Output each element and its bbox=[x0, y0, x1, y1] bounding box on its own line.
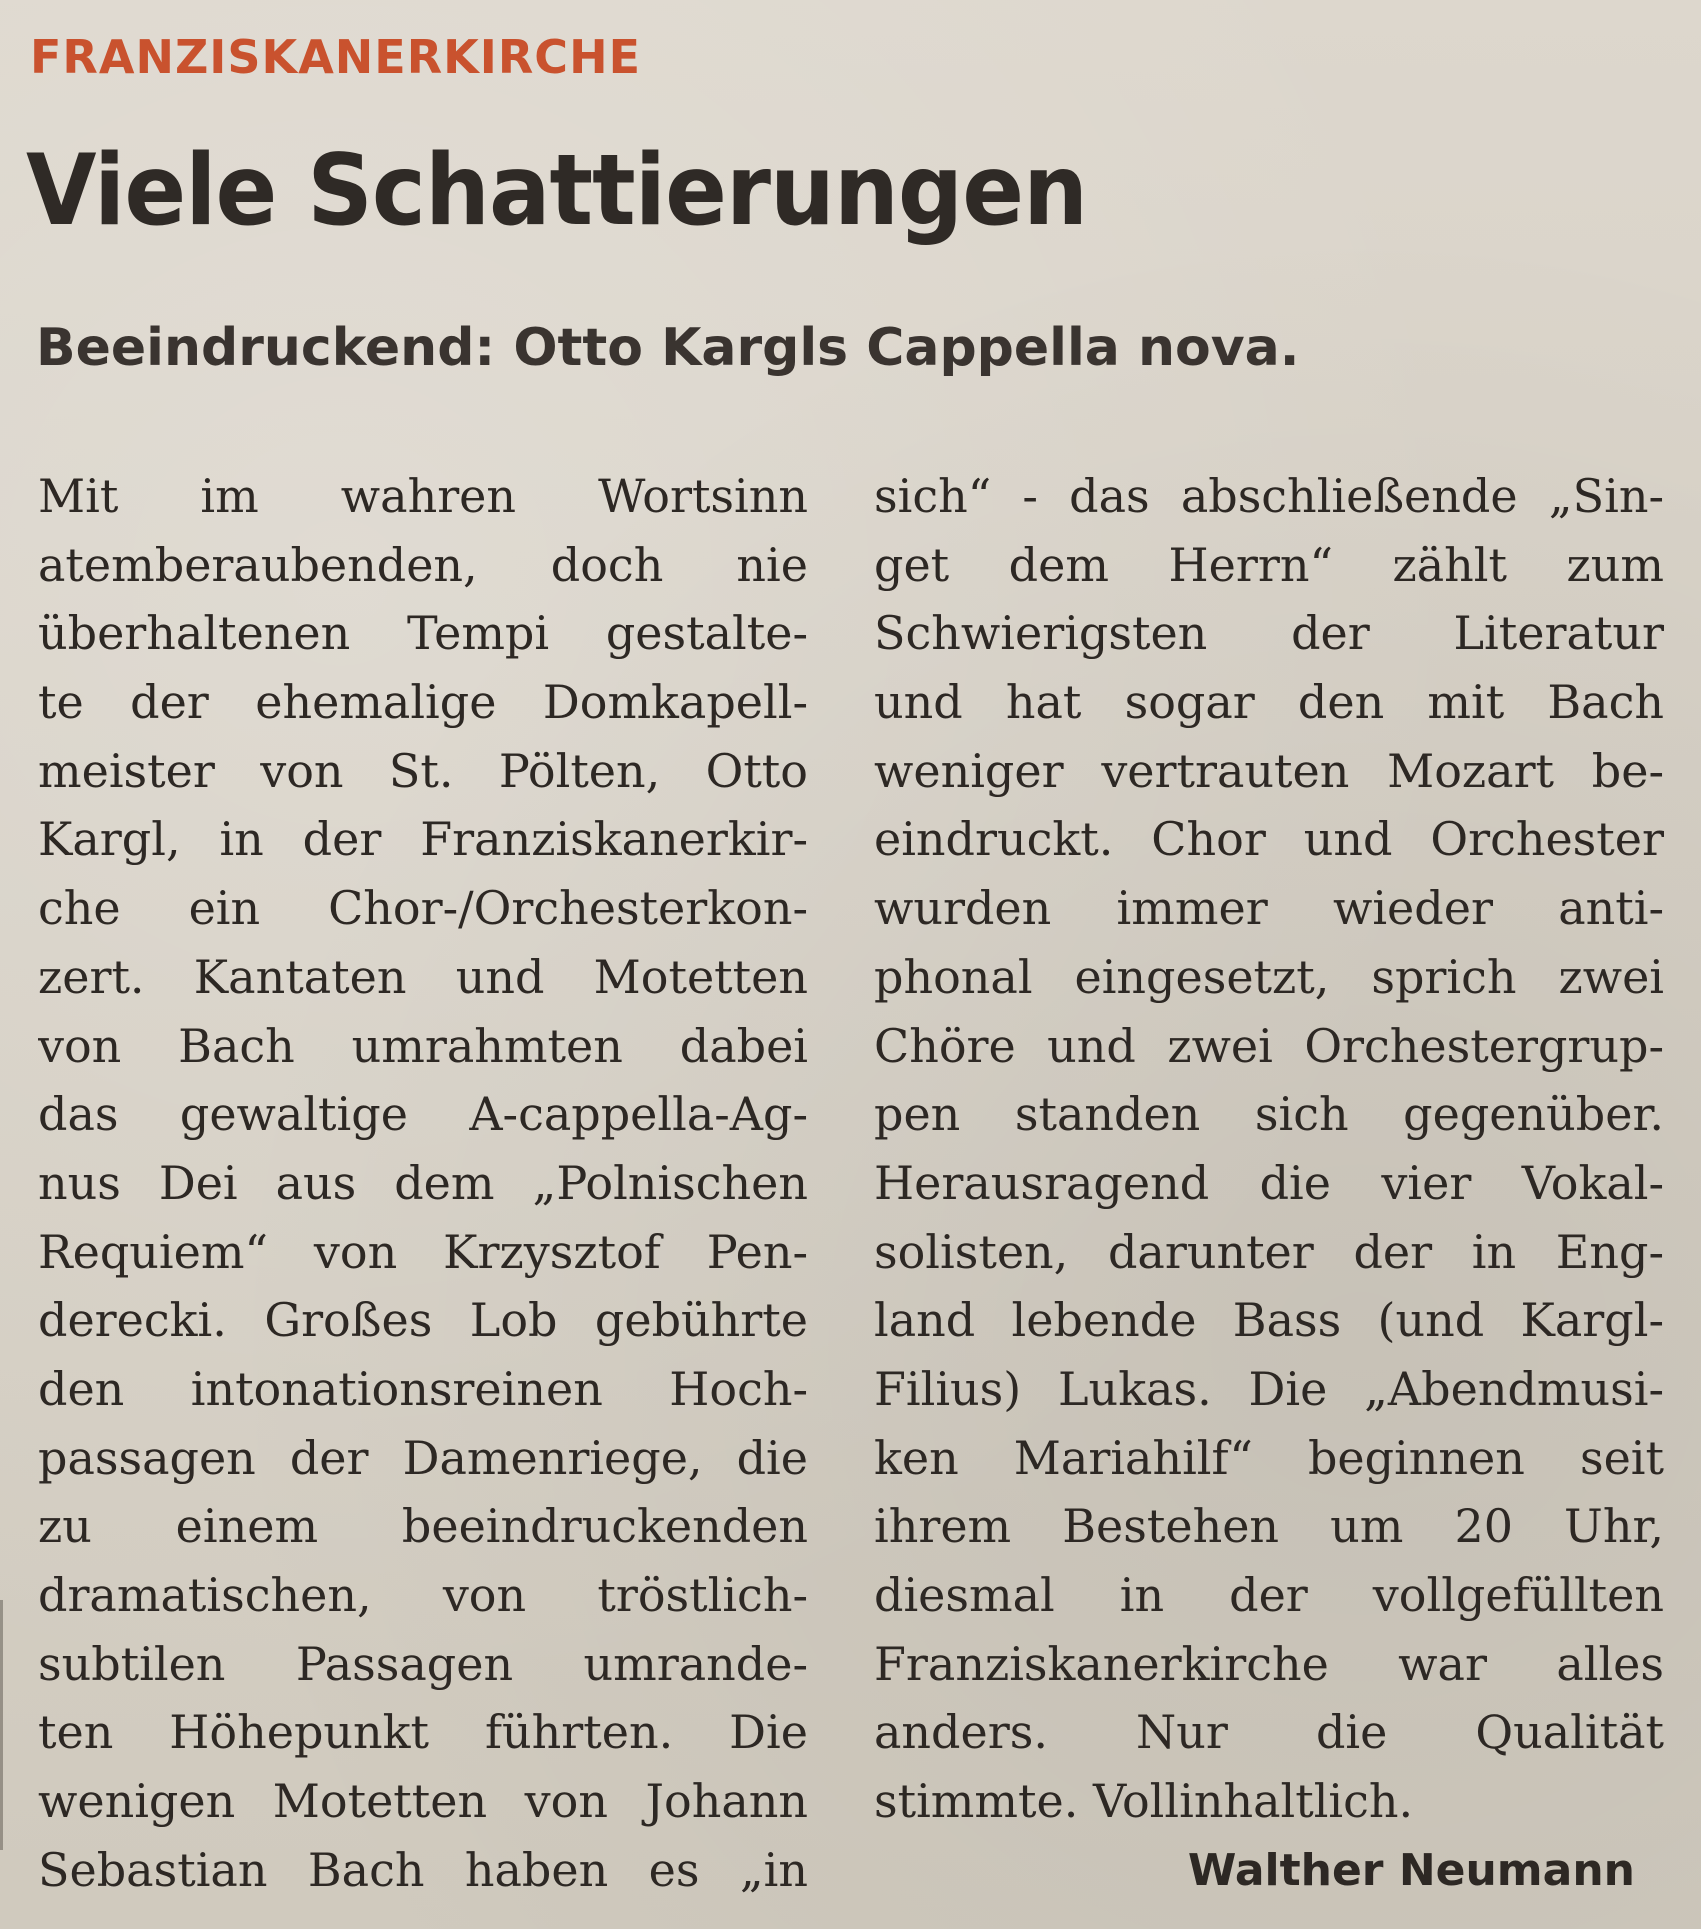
article-column-left bbox=[38, 462, 808, 1904]
text-line: eindruckt. Chor und Orchester bbox=[874, 812, 1664, 867]
text-line: und hat sogar den mit Bach bbox=[874, 675, 1664, 730]
text-line: derecki. Großes Lob gebührte bbox=[38, 1293, 808, 1348]
text-line: che ein Chor-/Orchesterkon- bbox=[38, 881, 808, 936]
text-line: stimmte. Vollinhaltlich. bbox=[874, 1774, 1414, 1829]
text-line: diesmal in der vollgefüllten bbox=[874, 1568, 1664, 1622]
text-line: wenigen Motetten von Johann bbox=[38, 1774, 808, 1829]
text-line: ihrem Bestehen um 20 Uhr, bbox=[874, 1499, 1664, 1554]
text-line: Chöre und zwei Orchestergrup- bbox=[874, 1018, 1664, 1073]
text-line: Herausragend die vier Vokal- bbox=[874, 1155, 1664, 1210]
text-line: zert. Kantaten und Motetten bbox=[38, 949, 808, 1004]
text-line: subtilen Passagen umrande- bbox=[38, 1636, 808, 1691]
article-byline: Walther Neumann bbox=[1187, 1845, 1635, 1896]
article-column-right bbox=[874, 462, 1664, 1836]
text-line: solisten, darunter der in Eng- bbox=[874, 1224, 1664, 1279]
text-line: Sebastian Bach haben es „in bbox=[38, 1842, 808, 1897]
text-line: land lebende Bass (und Kargl- bbox=[874, 1293, 1664, 1348]
text-line: von Bach umrahmten dabei bbox=[38, 1018, 808, 1073]
text-line: Filius) Lukas. Die „Abendmusi- bbox=[874, 1361, 1664, 1416]
text-line: phonal eingesetzt, sprich zwei bbox=[874, 949, 1664, 1004]
clipping-edge bbox=[0, 1600, 3, 1850]
text-line: Requiem“ von Krzysztof Pen- bbox=[38, 1224, 808, 1279]
text-line: nus Dei aus dem „Polnischen bbox=[38, 1155, 808, 1210]
text-line: te der ehemalige Domkapell- bbox=[38, 675, 808, 730]
text-line: Schwierigsten der Literatur bbox=[874, 606, 1664, 661]
article-subhead: Beeindruckend: Otto Kargls Cappella nova. bbox=[36, 318, 1300, 378]
text-line: Franziskanerkirche war alles bbox=[874, 1636, 1664, 1691]
text-line: wurden immer wieder anti- bbox=[874, 881, 1664, 936]
text-line: ten Höhepunkt führten. Die bbox=[38, 1705, 808, 1760]
text-line: Mit im wahren Wortsinn bbox=[38, 469, 808, 523]
text-line: Kargl, in der Franziskanerkir- bbox=[38, 812, 808, 867]
text-line: get dem Herrn“ zählt zum bbox=[874, 537, 1664, 592]
text-line: sich“ - das abschließende „Sin- bbox=[874, 469, 1664, 523]
text-line: pen standen sich gegenüber. bbox=[874, 1087, 1664, 1142]
text-line: den intonationsreinen Hoch- bbox=[38, 1361, 808, 1416]
text-line: zu einem beeindruckenden bbox=[38, 1499, 808, 1554]
article-kicker: FRANZISKANERKIRCHE bbox=[30, 30, 641, 84]
text-line: ken Mariahilf“ beginnen seit bbox=[874, 1430, 1664, 1485]
article-headline: Viele Schattierungen bbox=[26, 134, 1088, 248]
text-line: überhaltenen Tempi gestalte- bbox=[38, 606, 808, 661]
text-line: anders. Nur die Qualität bbox=[874, 1705, 1664, 1760]
text-line: das gewaltige A-cappella-Ag- bbox=[38, 1087, 808, 1142]
text-line: passagen der Damenriege, die bbox=[38, 1430, 808, 1485]
text-line: weniger vertrauten Mozart be- bbox=[874, 743, 1664, 798]
text-line: atemberaubenden, doch nie bbox=[38, 537, 808, 592]
text-line: meister von St. Pölten, Otto bbox=[38, 743, 808, 798]
text-line: dramatischen, von tröstlich- bbox=[38, 1568, 808, 1622]
